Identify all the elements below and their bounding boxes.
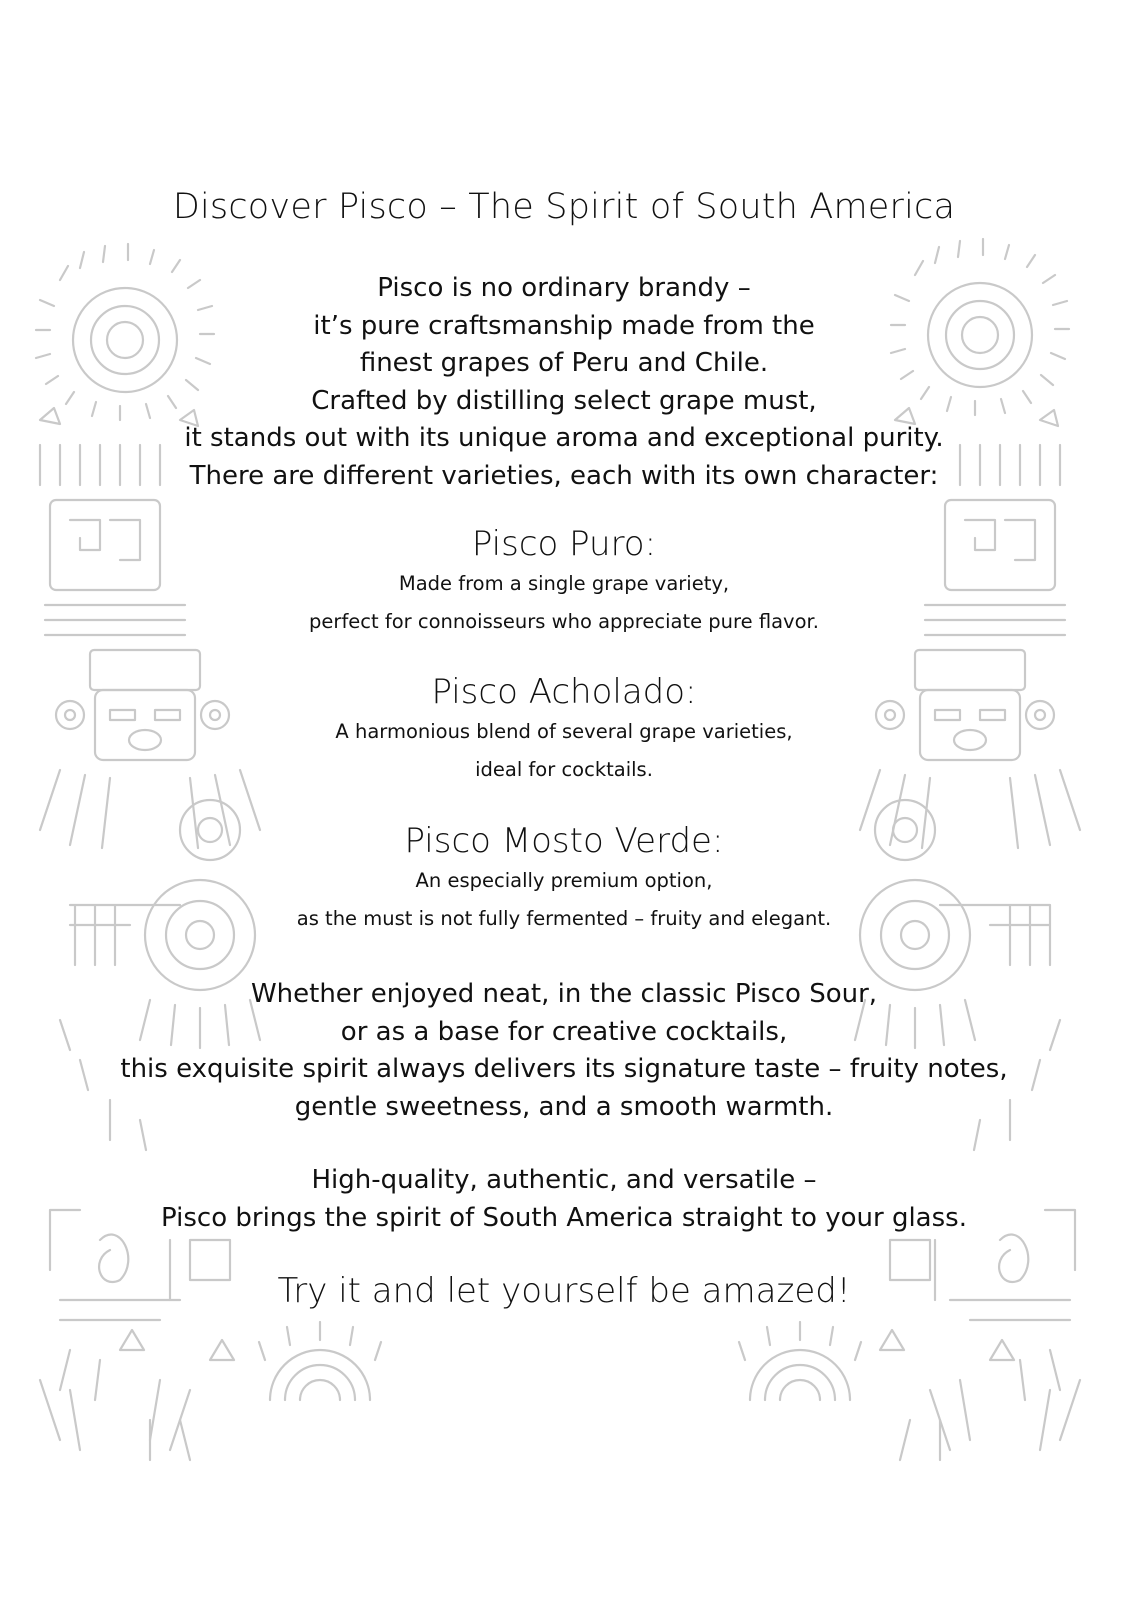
usage-line: or as a base for creative cocktails,	[340, 1016, 788, 1047]
intro-line: Pisco is no ordinary brandy –	[377, 273, 751, 303]
variety-pisco-acholado	[0, 671, 1128, 789]
call-to-action: Try it and let yourself be amazed!	[277, 1271, 851, 1311]
usage-line: Whether enjoyed neat, in the classic Pisco Sour,	[250, 979, 878, 1009]
variety-description: perfect for connoisseurs who appreciate pure flavor.	[309, 610, 819, 633]
arch-motif-bottom-icon	[150, 1322, 940, 1460]
intro-line: it stands out with its unique aroma and exceptional purity.	[184, 423, 944, 453]
intro-line: There are different varieties, each with its own character:	[189, 460, 939, 491]
usage-line: this exquisite spirit always delivers its signature taste – fruity notes,	[120, 1054, 1008, 1084]
variety-heading: Pisco Acholado:	[431, 672, 697, 712]
intro-line: Crafted by distilling select grape must,	[311, 385, 817, 416]
variety-heading: Pisco Mosto Verde:	[404, 821, 724, 861]
variety-description: as the must is not fully fermented – fruity and elegant.	[296, 907, 832, 930]
intro-line: finest grapes of Peru and Chile.	[359, 348, 769, 378]
quality-line: Pisco brings the spirit of South America straight to your glass.	[161, 1202, 967, 1233]
page-title: Discover Pisco – The Spirit of South America	[172, 187, 956, 227]
variety-description: A harmonious blend of several grape varieties,	[335, 720, 793, 743]
intro-line: it’s pure craftsmanship made from the	[313, 310, 815, 341]
variety-description: An especially premium option,	[415, 869, 713, 892]
variety-heading: Pisco Puro:	[471, 524, 657, 564]
usage-paragraph	[0, 976, 1128, 1126]
variety-description: Made from a single grape variety,	[398, 572, 730, 595]
quality-paragraph	[0, 1162, 1128, 1237]
intro-paragraph	[0, 270, 1128, 495]
variety-pisco-mosto-verde	[0, 820, 1128, 938]
variety-pisco-puro	[0, 523, 1128, 641]
usage-line: gentle sweetness, and a smooth warmth.	[294, 1091, 834, 1122]
variety-description: ideal for cocktails.	[475, 758, 653, 781]
quality-line: High-quality, authentic, and versatile –	[311, 1165, 817, 1195]
